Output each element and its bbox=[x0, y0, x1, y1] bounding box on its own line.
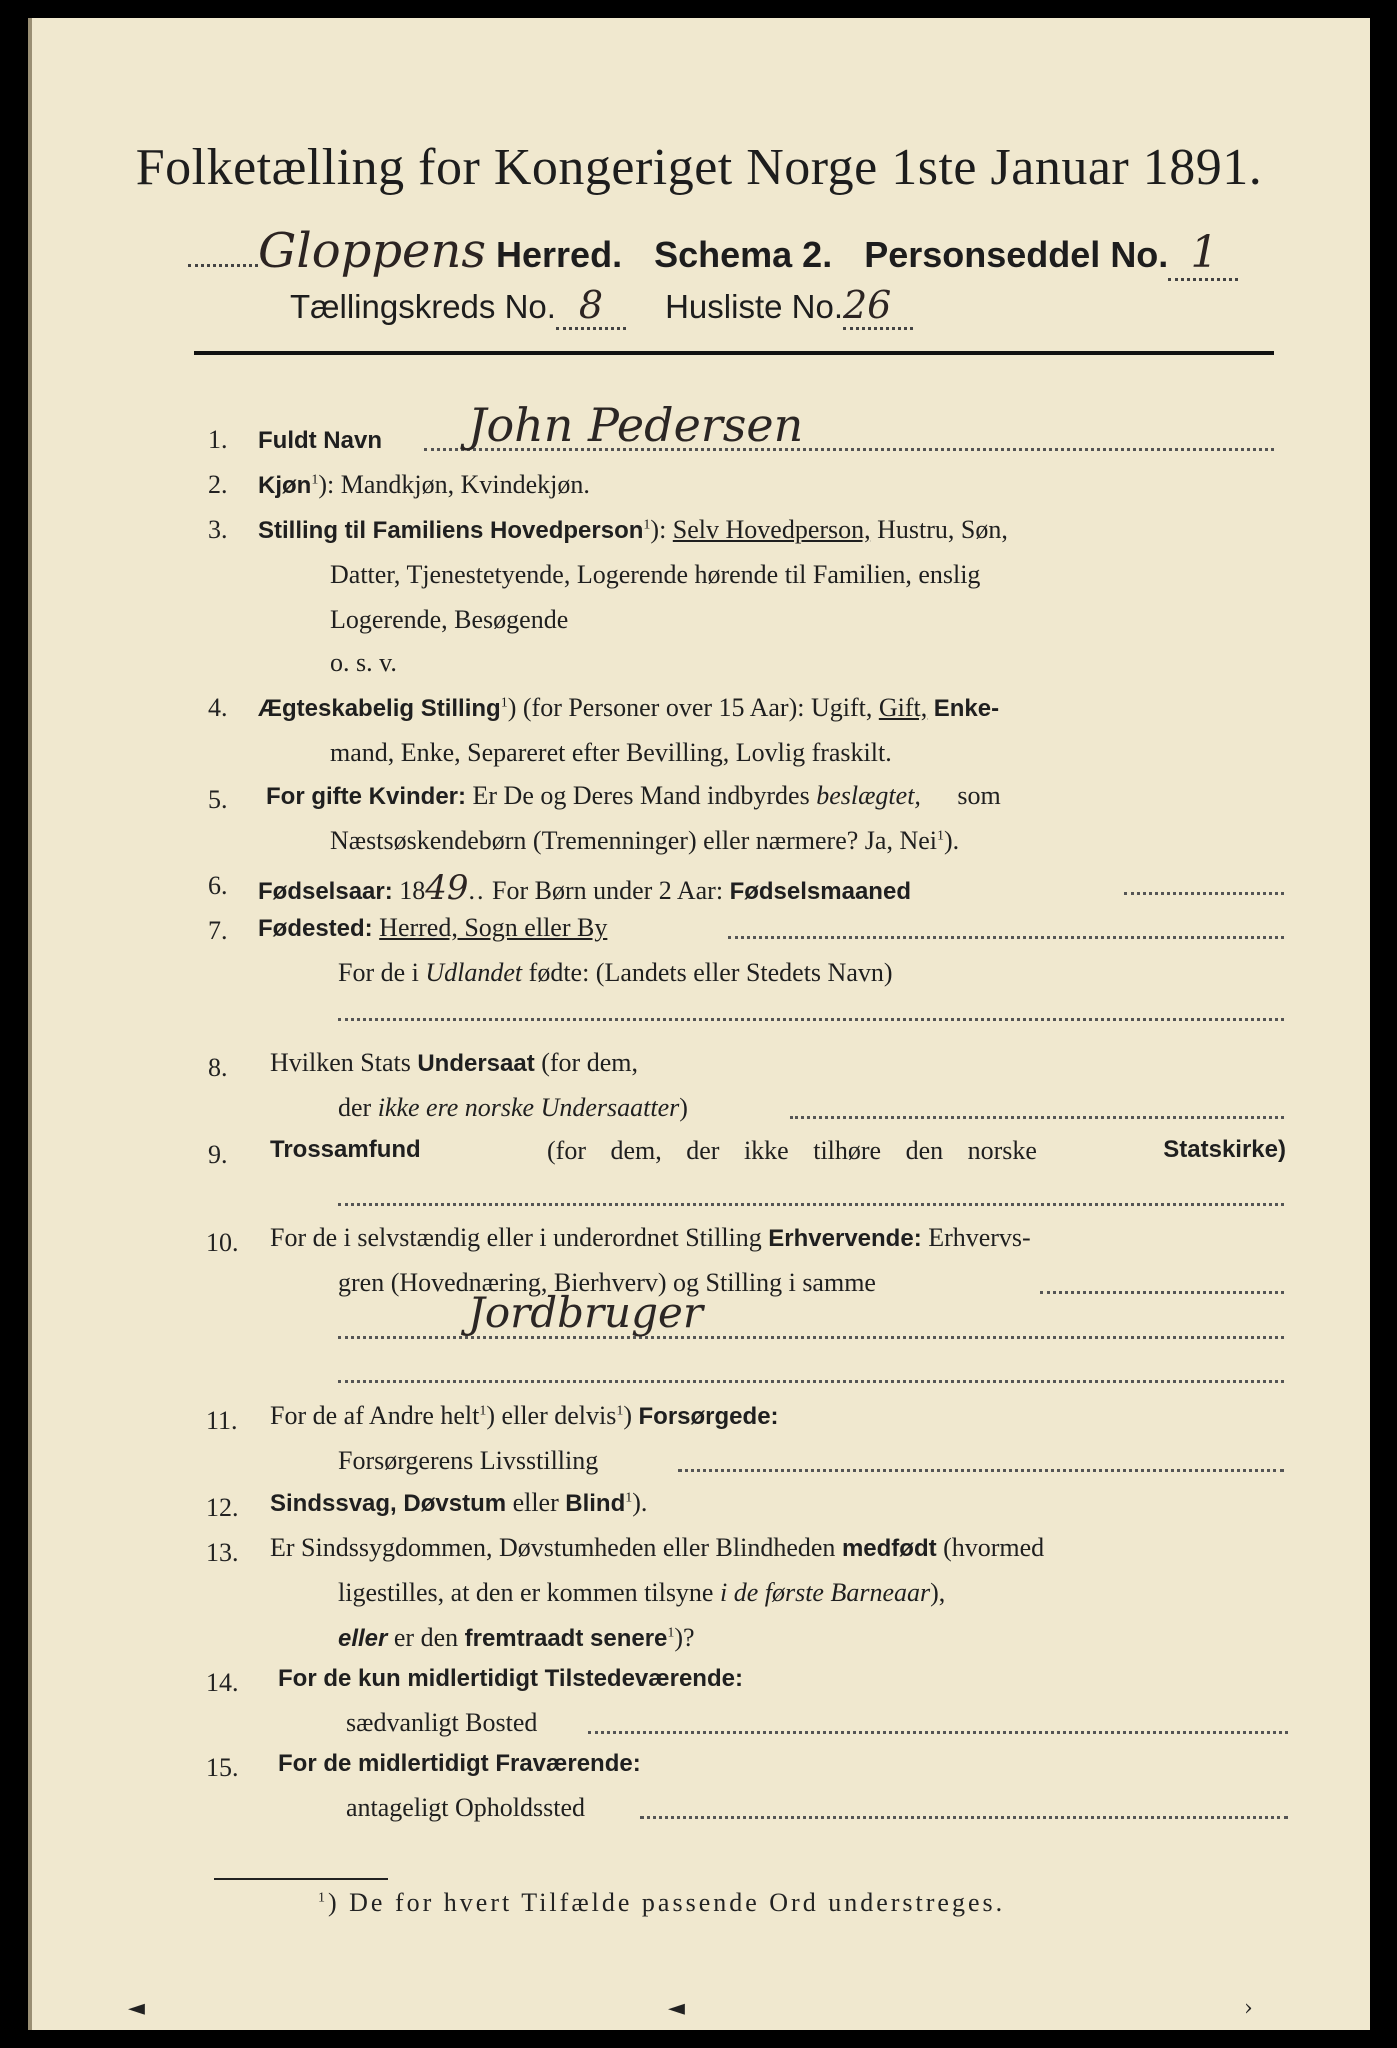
item-10-text2: Erhvervs- bbox=[928, 1223, 1031, 1252]
item-13-line3a: eller bbox=[338, 1625, 388, 1652]
occupation-value: Jordbruger bbox=[468, 1288, 703, 1337]
footnote-sup: 1 bbox=[318, 1890, 328, 1906]
footnote bbox=[318, 1888, 1005, 1918]
item-5-beslaegtet: beslægtet, bbox=[816, 781, 921, 810]
item-9-end: Statskirke) bbox=[1163, 1136, 1286, 1163]
item-11-label: Forsørgede: bbox=[638, 1403, 779, 1430]
item-5-line2: Næstsøskendebørn (Tremenninger) eller nærmere? Ja, Nei bbox=[330, 826, 937, 855]
item-13-text2: (hvormed bbox=[943, 1533, 1045, 1562]
item-13-sup: 1 bbox=[667, 1625, 675, 1641]
personseddel-label: Personseddel No. bbox=[864, 234, 1169, 275]
item-5-label: For gifte Kvinder: bbox=[266, 783, 467, 810]
personseddel-value: 1 bbox=[1190, 227, 1219, 278]
item-6-text: For Børn under 2 Aar: bbox=[491, 876, 724, 905]
item-12-text: eller bbox=[512, 1488, 559, 1517]
item-4-number: 4. bbox=[208, 693, 228, 722]
item-8-text1: Hvilken Stats bbox=[270, 1048, 411, 1077]
item-3-line4: o. s. v. bbox=[330, 648, 397, 677]
item-8-line2b: ikke ere norske Undersaatter bbox=[377, 1093, 680, 1122]
item-2-number: 2. bbox=[208, 470, 228, 499]
item-6-maaned: Fødselsmaaned bbox=[729, 878, 911, 905]
item-9-number: 9. bbox=[208, 1140, 228, 1169]
item-12-label1: Sindssvag, Døvstum bbox=[270, 1490, 507, 1517]
item-1-number: 1. bbox=[208, 425, 228, 454]
corner-mark-left: ◄ bbox=[128, 1996, 145, 2021]
footnote-rule bbox=[214, 1878, 388, 1880]
item-3-number: 3. bbox=[208, 515, 228, 544]
herred-line bbox=[188, 223, 1238, 281]
item-11-sup2: 1 bbox=[616, 1403, 624, 1419]
husliste-label: Husliste No. bbox=[665, 288, 843, 325]
item-11-text2: ) eller delvis bbox=[486, 1401, 617, 1430]
item-10-line2: gren (Hovednæring, Bierhverv) og Stilling i samme bbox=[338, 1268, 876, 1297]
schema-label: Schema 2. bbox=[654, 234, 833, 275]
item-12-number: 12. bbox=[206, 1493, 239, 1522]
herred-label: Herred. bbox=[496, 234, 623, 275]
item-13-line2c: ), bbox=[930, 1578, 946, 1607]
item-7-line2c: fødte: (Landets eller Stedets Navn) bbox=[528, 958, 893, 987]
item-5-number: 5. bbox=[208, 785, 228, 814]
item-7-number: 7. bbox=[208, 916, 228, 945]
item-4-enke: Enke- bbox=[933, 695, 1000, 722]
item-8-number: 8. bbox=[208, 1053, 228, 1082]
item-4-label: Ægteskabelig Stilling bbox=[258, 695, 501, 722]
item-5-sup: 1 bbox=[937, 828, 944, 844]
item-4-selected-gift: Gift, bbox=[878, 693, 928, 722]
sheet-edge bbox=[28, 18, 32, 2030]
item-3-line2: Datter, Tjenestetyende, Logerende hørende til Familien, enslig bbox=[330, 560, 981, 589]
birth-year-value: 49 bbox=[425, 868, 469, 908]
herred-value: Gloppens bbox=[258, 223, 486, 279]
item-2-sup: 1 bbox=[311, 472, 319, 488]
item-3-rest: Hustru, Søn, bbox=[877, 515, 1008, 544]
item-13-text1: Er Sindssygdommen, Døvstumheden eller Blindheden bbox=[270, 1533, 836, 1562]
item-9-label: Trossamfund bbox=[270, 1136, 421, 1163]
item-5-close: ). bbox=[944, 826, 960, 855]
item-3-label: Stilling til Familiens Hovedperson bbox=[258, 517, 644, 544]
item-10-text1: For de i selvstændig eller i underordnet Stilling bbox=[270, 1223, 762, 1252]
item-15-line2: antageligt Opholdssted bbox=[346, 1793, 586, 1822]
item-3-selected-option: Selv Hovedperson, bbox=[672, 515, 871, 544]
item-6-number: 6. bbox=[208, 871, 228, 900]
item-7-line2a: For de i bbox=[338, 958, 419, 987]
form-title: Folketælling for Kongeriget Norge 1ste Januar 1891. bbox=[135, 139, 1263, 196]
husliste-value: 26 bbox=[842, 283, 892, 327]
item-12-label2: Blind bbox=[565, 1490, 626, 1517]
item-4-sup: 1 bbox=[500, 695, 508, 711]
item-1-label: Fuldt Navn bbox=[258, 427, 382, 454]
item-7-text: Herred, Sogn eller By bbox=[379, 913, 608, 942]
item-11-text3: ) bbox=[623, 1401, 633, 1430]
item-10-number: 10. bbox=[206, 1228, 239, 1257]
item-12-sup: 1 bbox=[625, 1490, 633, 1506]
item-5-text: Er De og Deres Mand indbyrdes bbox=[472, 781, 810, 810]
item-14-label: For de kun midlertidigt Tilstedeværende: bbox=[278, 1665, 743, 1692]
item-14-line2: sædvanligt Bosted bbox=[346, 1708, 538, 1737]
item-2-label: Kjøn bbox=[258, 472, 312, 499]
item-15-number: 15. bbox=[206, 1753, 239, 1782]
item-5-som: som bbox=[957, 781, 1001, 810]
census-form-sheet: Folketælling for Kongeriget Norge 1ste Januar 1891. Gloppens Herred. Schema 2. Personseddel No. 1 Tællingskreds No. 8 Husliste No.26 1. Fuldt Navn John Pedersen 2. Kjøn$^1$): Mandkjøn, Kvindekjøn. 3. Stilling til Familiens Hovedperson$^1$): Selv Hovedperson, Hustru, Søn, Datter, Tjenestetyende, Logerende hørende til Familien, enslig Logerende, Besøgende o. s. v. 4. Ægteskabelig Stilling$^1$) (for Personer over 15 Aar): Ugift, Gift, Enke- mand, Enke, Separeret efter Bevilling, Lovlig fraskilt. 5. For gifte Kvinder: Er De og Deres Mand indbyrdes beslægtet, som Næstsøskendebørn (Tremenninger) eller nærmere? Ja, Nei$^1$). 6. Fødselsaar: 1849.. For Børn under 2 Aar: Fødselsmaaned 7. Fødested: Herred, Sogn eller By For de i Udlandet fødte: (Landets eller Stedets Navn) 8. Hvilken Stats Undersaat (for dem, der ikke ere norske Undersaatter) 9. Trossamfund (for dem, der ikke tilhøre den norske Statskirke) 10. For de i selvstændig eller i underordnet Stilling Erhvervende: Erhvervs- gren (Hovednæring, Bierhverv) og Stilling i samme Jordbruger 11. For de af Andre helt$^1$) eller delvis$^1$) Forsørgede: Forsørgerens Livsstilling 12. Sindssvag, Døvstum eller Blind$^1$). 13. Er Sindssygdommen, Døvstumheden eller Blindheden medfødt (hvormed ligestilles, at den er kommen tilsyne i de første Barneaar), eller er den fremtraadt senere$^1$)? 14. For de kun midlertidigt Tilstedeværende: sædvanligt Bosted 15. For de midlertidigt Fraværende: antageligt Opholdssted $^1$) De for hvert Tilfælde passende Ord understreges. ◄ ◄ › bbox=[28, 18, 1370, 2030]
item-9-text: (for dem, der ikke tilhøre den norske bbox=[547, 1136, 1037, 1165]
item-6-label: Fødselsaar: bbox=[258, 878, 393, 905]
full-name-value: John Pedersen bbox=[468, 398, 804, 452]
kreds-label: Tællingskreds No. bbox=[290, 288, 556, 325]
item-11-line2: Forsørgerens Livsstilling bbox=[338, 1446, 599, 1475]
item-11-text1: For de af Andre helt bbox=[270, 1401, 480, 1430]
item-3-line3: Logerende, Besøgende bbox=[330, 605, 569, 634]
item-13-close: )? bbox=[674, 1623, 695, 1652]
birth-year-prefix: 18 bbox=[399, 876, 426, 905]
footnote-text: ) De for hvert Tilfælde passende Ord understreges. bbox=[328, 1888, 1006, 1917]
item-12-close: ). bbox=[632, 1488, 648, 1517]
item-10-label: Erhvervende: bbox=[768, 1225, 922, 1252]
item-3-sup: 1 bbox=[643, 517, 651, 533]
item-14-number: 14. bbox=[206, 1668, 239, 1697]
item-15-label: For de midlertidigt Fraværende: bbox=[278, 1750, 641, 1777]
item-11-sup1: 1 bbox=[479, 1403, 487, 1419]
item-13-line2b: i de første Barneaar bbox=[719, 1578, 931, 1607]
header-rule bbox=[194, 351, 1274, 355]
item-4-text: ) (for Personer over 15 Aar): Ugift, bbox=[507, 693, 873, 722]
corner-mark-center: ◄ bbox=[668, 1996, 685, 2021]
item-13-label: medfødt bbox=[841, 1535, 937, 1562]
item-2-text: ): Mandkjøn, Kvindekjøn. bbox=[318, 470, 590, 499]
kreds-value: 8 bbox=[578, 283, 604, 327]
kreds-line bbox=[290, 283, 913, 330]
corner-mark-right: › bbox=[1244, 1996, 1253, 2021]
item-7-label: Fødested: bbox=[258, 915, 373, 942]
item-4-line2: mand, Enke, Separeret efter Bevilling, Lovlig fraskilt. bbox=[330, 738, 892, 767]
item-11-number: 11. bbox=[206, 1406, 238, 1435]
item-7-line2b: Udlandet bbox=[425, 958, 523, 987]
item-8-label: Undersaat bbox=[417, 1050, 535, 1077]
item-8-line2a: der bbox=[338, 1093, 372, 1122]
item-13-line2a: ligestilles, at den er kommen tilsyne bbox=[338, 1578, 714, 1607]
item-13-line3b: er den bbox=[393, 1623, 459, 1652]
item-8-line2c: ) bbox=[679, 1093, 688, 1122]
item-8-text2: (for dem, bbox=[541, 1048, 638, 1077]
item-13-number: 13. bbox=[206, 1538, 239, 1567]
item-13-line3c: fremtraadt senere bbox=[464, 1625, 668, 1652]
